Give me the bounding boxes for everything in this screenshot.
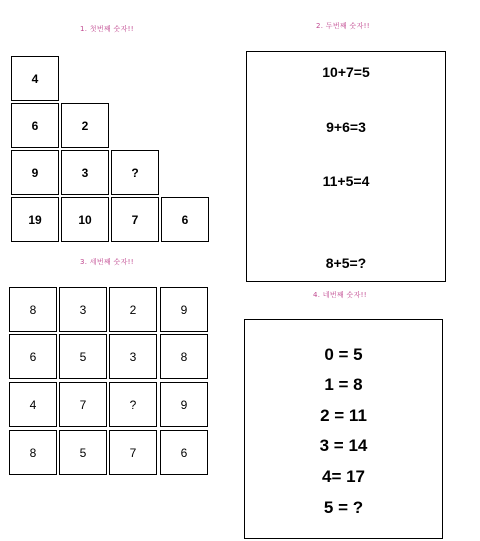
puzzle1-cell: 4 [11,56,59,101]
puzzle4-title: 4. 네번째 숫자!! [313,291,367,299]
puzzle3-cell: 8 [160,334,208,379]
puzzle2-title: 2. 두번째 숫자!! [316,22,370,30]
puzzle3-cell: 3 [109,334,157,379]
puzzle1-cell: 10 [61,197,109,242]
puzzle3-cell: 6 [160,430,208,475]
puzzle4-box [244,319,443,539]
puzzle2-equation: 8+5=? [325,255,367,271]
puzzle3-cell: 7 [59,382,107,427]
puzzle4-equation: 5 = ? [323,498,364,517]
puzzle1-title: 1. 첫번째 숫자!! [80,25,134,33]
puzzle2-box [246,51,446,282]
puzzle1-cell: 6 [11,103,59,148]
puzzle3-cell: ? [109,382,157,427]
puzzle1-cell: 2 [61,103,109,148]
puzzle1-cell: 9 [11,150,59,195]
puzzle3-cell: 3 [59,287,107,332]
puzzle1-cell: ? [111,150,159,195]
puzzle4-equation: 3 = 14 [319,436,368,455]
puzzle4-equation: 1 = 8 [324,375,363,394]
puzzle3-cell: 5 [59,430,107,475]
puzzle4-equation: 4= 17 [321,467,365,486]
puzzle1-cell: 7 [111,197,159,242]
puzzle4-equation: 0 = 5 [324,345,363,364]
puzzle2-equation: 11+5=4 [322,173,370,189]
puzzle3-cell: 5 [59,334,107,379]
puzzle3-cell: 9 [160,382,208,427]
puzzle3-cell: 8 [9,287,57,332]
puzzle2-equation: 10+7=5 [322,64,370,80]
puzzle3-cell: 2 [109,287,157,332]
puzzle3-title: 3. 세번째 숫자!! [80,258,134,266]
puzzle3-cell: 7 [109,430,157,475]
puzzle4-equation: 2 = 11 [320,406,367,425]
puzzle3-cell: 4 [9,382,57,427]
puzzle3-cell: 9 [160,287,208,332]
puzzle1-cell: 6 [161,197,209,242]
puzzle3-cell: 8 [9,430,57,475]
puzzle2-equation: 9+6=3 [326,119,366,135]
puzzle1-cell: 19 [11,197,59,242]
puzzle1-cell: 3 [61,150,109,195]
puzzle3-cell: 6 [9,334,57,379]
